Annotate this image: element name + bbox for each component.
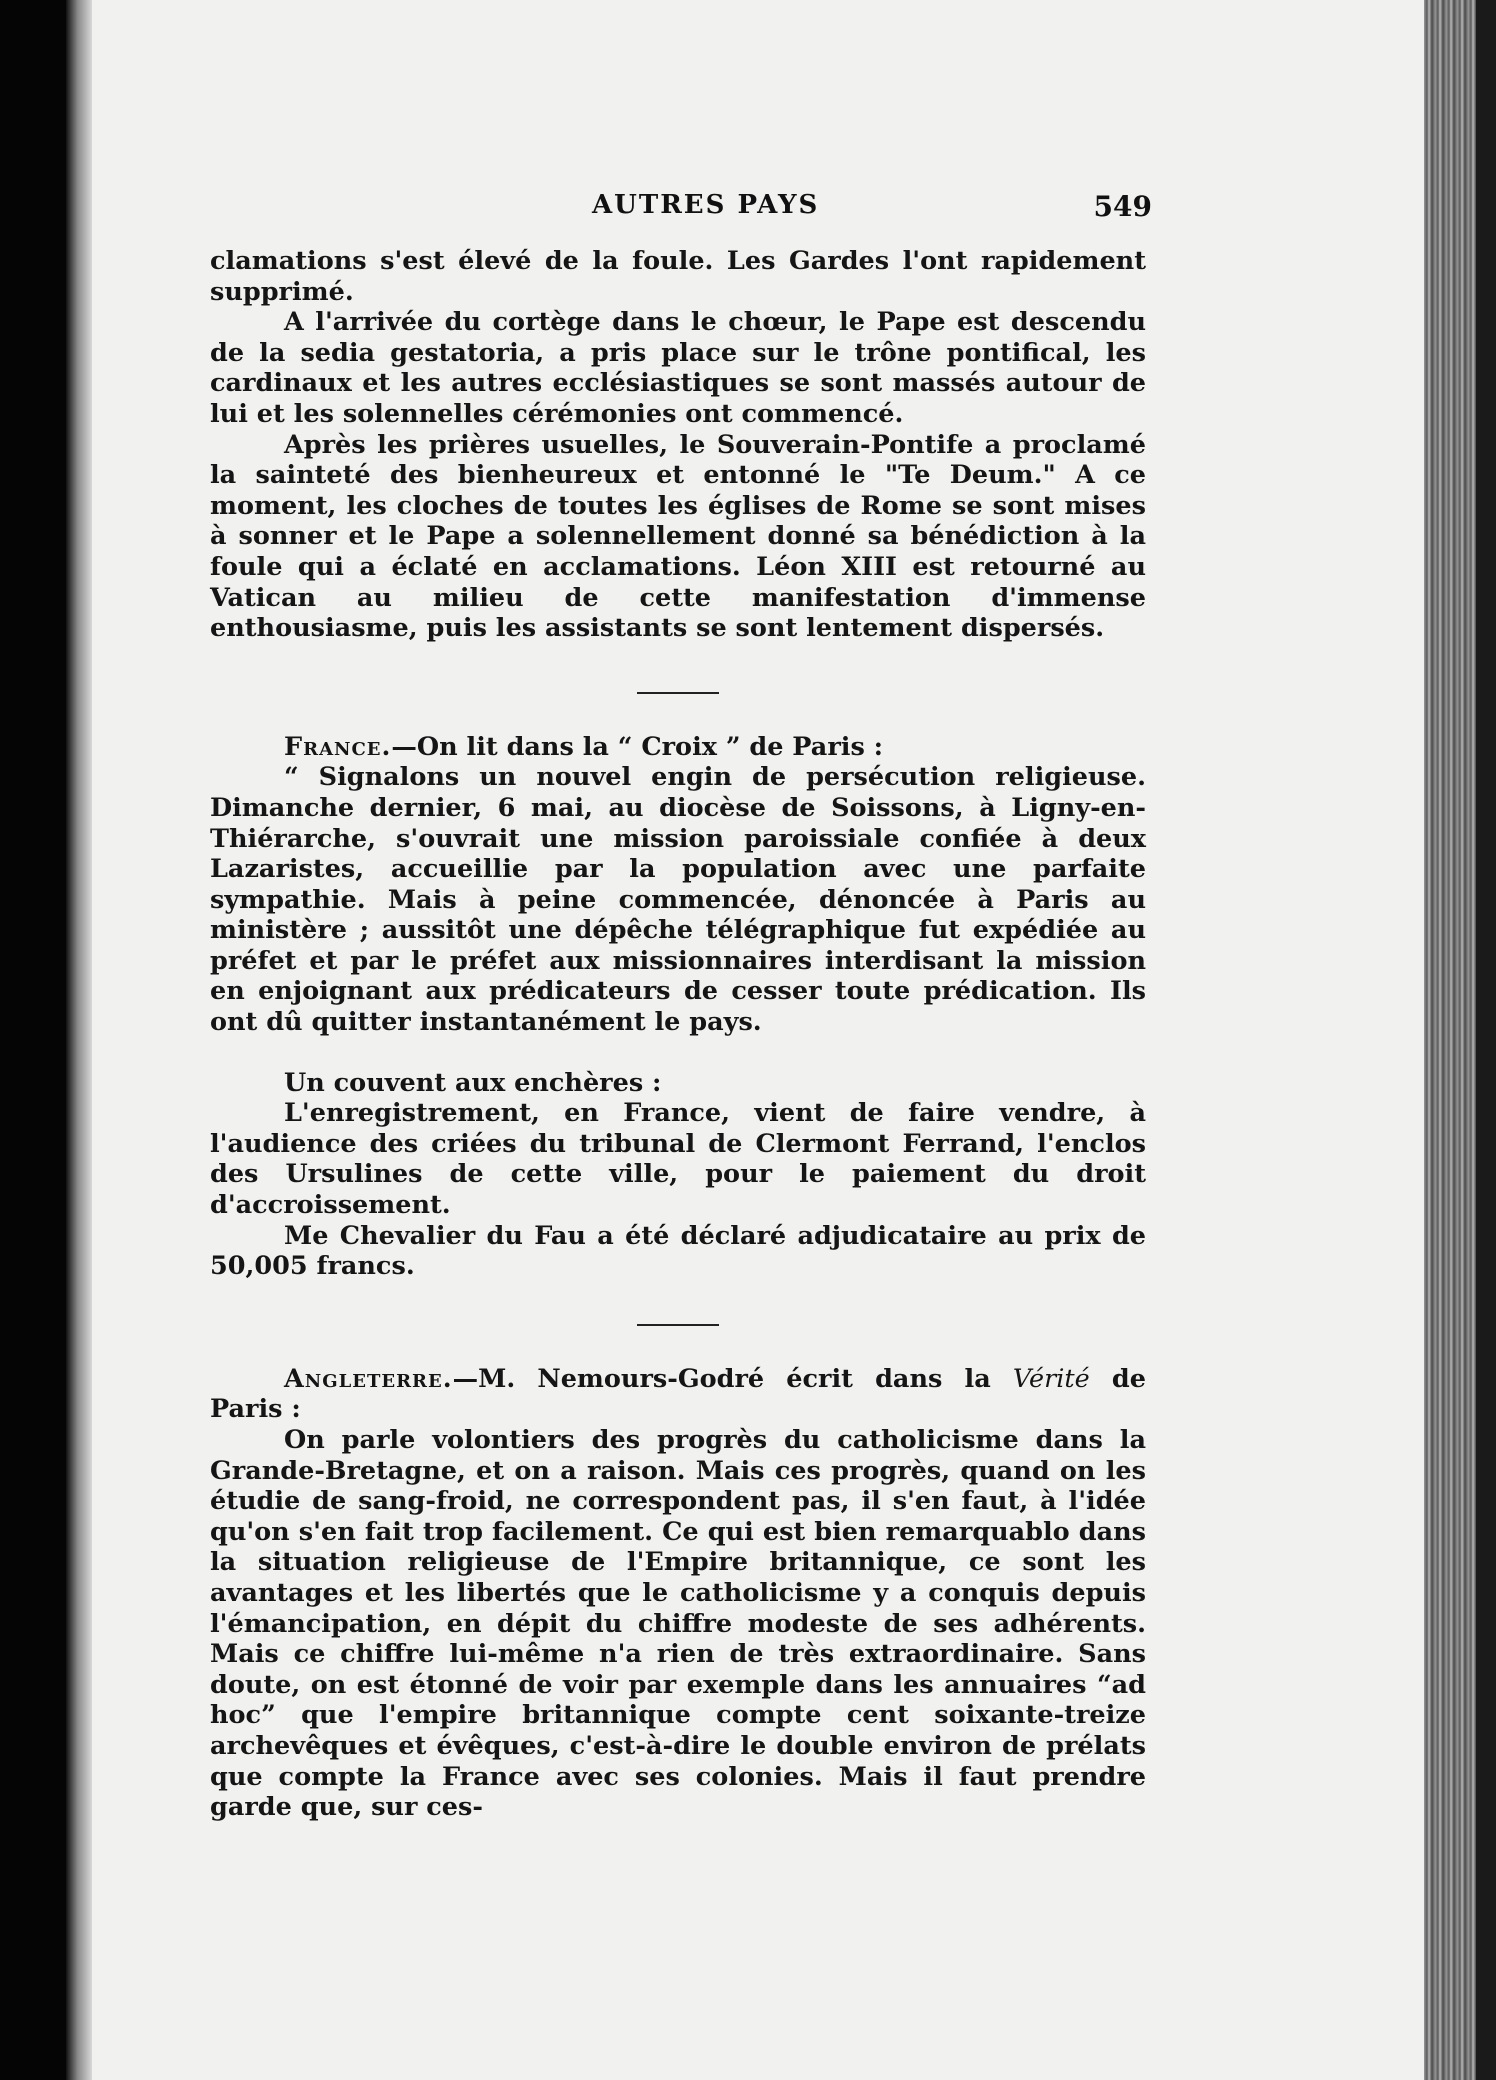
paragraph-persecution: “ Signalons un nouvel engin de persécution religieuse. Dimanche dernier, 6 mai, au diocèse de Soissons, à Ligny-en-Thiérarche, s'ouvrait une mission paroissiale confiée à deux Lazaristes, accueillie par la population avec une parfaite sympathie. Mais à peine commencée, dénoncée à Paris au ministère ; aussitôt une dépêche télégraphique fut expédiée au préfet et par le préfet aux missionnaires interdisant la mission en enjoignant aux prédicateurs de cesser toute prédication. Ils ont dû quitter instantanément le pays. bbox=[210, 762, 1146, 1038]
book-spine-edge bbox=[66, 0, 92, 2080]
paragraph-couvent-heading: Un couvent aux enchères : bbox=[284, 1067, 662, 1098]
page-number: 549 bbox=[1093, 190, 1152, 223]
angleterre-heading bbox=[210, 1364, 1146, 1425]
france-intro: —On lit dans la “ Croix ” de Paris : bbox=[391, 731, 884, 762]
paragraph-continuation: clamations s'est élevé de la foule. Les Gardes l'ont rapidement supprimé. bbox=[210, 246, 1146, 307]
paragraph-enregistrement: L'enregistrement, en France, vient de faire vendre, à l'audience des criées du tribunal de Clermont Ferrand, l'enclos des Ursulines de cette ville, pour le paiement du droit d'accroissement. bbox=[210, 1098, 1146, 1221]
angleterre-intro-b: de Paris : bbox=[210, 1363, 1146, 1425]
paragraph-cortege: A l'arrivée du cortège dans le chœur, le Pape est descendu de la sedia gestatoria, a pris place sur le trône pontifical, les cardinaux et les autres ecclésiastiques se sont massés autour de lui et les solennelles cérémonies ont commencé. bbox=[210, 307, 1146, 429]
angleterre-intro-a: —M. Nemours-Godré écrit dans la bbox=[452, 1363, 1013, 1394]
running-head: AUTRES PAYS bbox=[592, 190, 820, 220]
angleterre-verite: Vérité bbox=[1012, 1363, 1090, 1394]
angleterre-label: Angleterre. bbox=[284, 1363, 453, 1394]
body-text bbox=[210, 246, 1146, 1823]
right-margin-shadow bbox=[1476, 0, 1496, 2080]
paragraph-adjudicataire: Me Chevalier du Fau a été déclaré adjudicataire au prix de 50,005 francs. bbox=[210, 1220, 1146, 1282]
france-heading bbox=[210, 732, 1146, 763]
page-header bbox=[200, 190, 1152, 230]
paragraph-te-deum: Après les prières usuelles, le Souverain-Pontife a proclamé la sainteté des bienheureux et entonné le "Te Deum." A ce moment, les cloches de toutes les églises de Rome se sont mises à sonner et le Pape a solennellement donné sa bénédiction à la foule qui a éclaté en acclamations. Léon XIII est retourné au Vatican au milieu de cette manifestation d'immense enthousiasme, puis les assistants se sont lentement dispersés. bbox=[210, 429, 1146, 644]
paragraph-catholicisme: On parle volontiers des progrès du catholicisme dans la Grande-Bretagne, et on a raison. Mais ces progrès, quand on les étudie de sang-froid, ne correspondent pas, il s'en faut, à l'idée qu'on s'en fait trop facilement. Ce qui est bien remarquablo dans la situation religieuse de l'Empire britannique, ce sont les avantages et les libertés que le catholicisme y a conquis depuis l'émancipation, en dépit du chiffre modeste de ses adhérents. Mais ce chiffre lui-même n'a rien de très extraordinaire. Sans doute, on est étonné de voir par exemple dans les annuaires “ad hoc” que l'empire britannique compte cent soixante-treize archevêques et évêques, c'est-à-dire le double environ de prélats que compte la France avec ses colonies. Mais il faut prendre garde que, sur ces- bbox=[210, 1425, 1146, 1823]
france-label: France. bbox=[284, 731, 392, 762]
